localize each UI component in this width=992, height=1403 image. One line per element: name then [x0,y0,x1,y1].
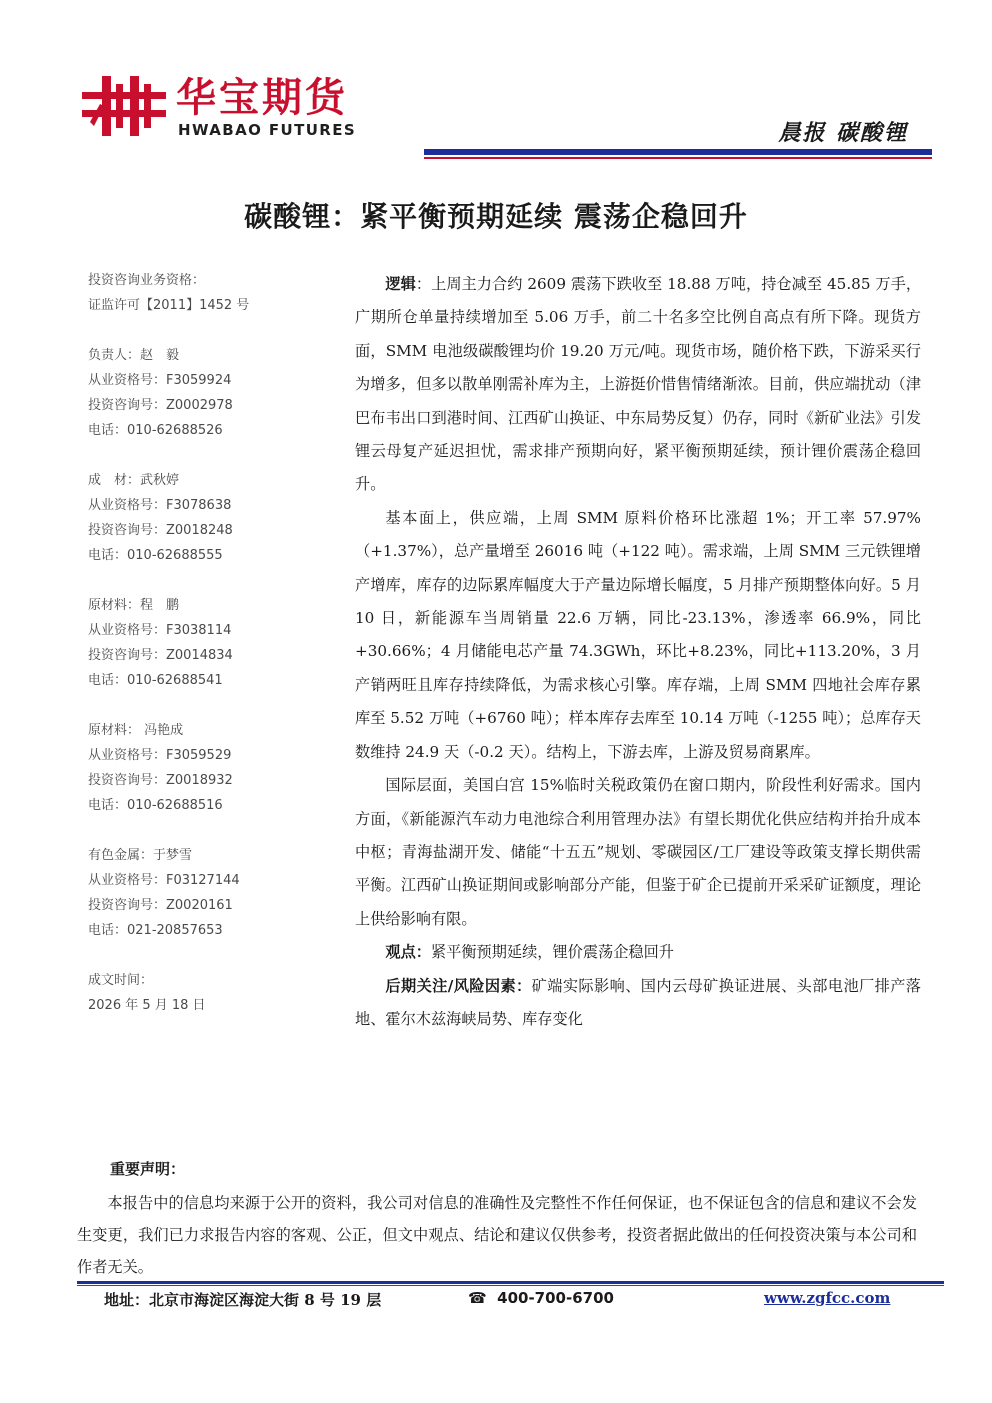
phone-icon: ☎ [468,1289,487,1307]
footer-website-link[interactable]: www.zgfcc.com [764,1289,891,1307]
analyst-card [88,468,318,568]
analyst-advisory-no: 投资咨询号：Z0018248 [88,523,233,538]
footer-phone [468,1289,614,1307]
report-body [355,268,921,1036]
analyst-license: 从业资格号：F3059529 [88,748,232,763]
risk-paragraph [355,970,921,1037]
analyst-name: 成 材：武秋婷 [88,473,180,488]
analyst-sidebar [88,268,318,1018]
analyst-license: 从业资格号：F3078638 [88,498,232,513]
qualification-label: 投资咨询业务资格： [88,273,206,288]
page-title: 碳酸锂：紧平衡预期延续 震荡企稳回升 [244,200,748,233]
analyst-phone: 电话：021-20857653 [88,923,223,938]
logic-paragraph [355,268,921,502]
fundamentals-paragraph: 基本面上，供应端，上周 SMM 原料价格环比涨超 1%；开工率 57.97%（+1.37%），总产量增至 26016 吨（+122 吨）。需求端，上周 SMM 三元铁锂增产增库，库存的边际累库幅度大于产量边际增长幅度，5 月排产预期整体向好。5 月 10 日，新能源车当周销量 22.6 万辆，同比-23.13%，渗透率 66.9%，同比+30.66%；4 月储能电芯产量 74.3GWh，环比+8.23%，同比+113.20%，3 月产销两旺且库存持续降低，为需求核心引擎。库存端，上周 SMM 四地社会库存累库至 5.52 万吨（+6760 吨）；样本库存去库至 10.14 万吨（-1255 吨）；总库存天数维持 24.9 天（-0.2 天）。结构上，下游去库，上游及贸易商累库。 [355,508,921,761]
logic-label: 逻辑 [385,275,416,293]
logic-text: ：上周主力合约 2609 震荡下跌收至 18.88 万吨，持仓减至 45.85 万手，广期所仓单量持续增加至 5.06 万手，前二十名多空比例自高点有所下降。现货方面，SMM 电池级碳酸锂均价 19.20 万元/吨。现货市场，随价格下跌，下游采买行为增多，但多以散单刚需补库为主，上游挺价惜售情绪渐浓。目前，供应端扰动（津巴布韦出口到港时间、江西矿山换证、中东局势反复）仍存，同时《新矿业法》引发锂云母复产延迟担忧，需求排产预期向好，紧平衡预期延续，预计锂价震荡企稳回升。 [355,275,922,494]
footer-rule-blue [77,1281,944,1284]
risk-text: 矿端实际影响、国内云母矿换证进展、头部电池厂排产落地、霍尔木兹海峡局势、库存变化 [355,976,921,1028]
analyst-card [88,343,318,443]
analyst-phone: 电话：010-62688526 [88,423,223,438]
analyst-phone: 电话：010-62688541 [88,673,223,688]
analyst-card [88,843,318,943]
policy-paragraph: 国际层面，美国白宫 15%临时关税政策仍在窗口期内，阶段性利好需求。国内方面，《新能源汽车动力电池综合利用管理办法》有望长期优化供应结构并抬升成本中枢；青海盐湖开发、储能“十五五”规划、零碳园区/工厂建设等政策支撑长期供需平衡。江西矿山换证期间或影响部分产能，但鉴于矿企已提前开采采矿证额度，理论上供给影响有限。 [355,776,921,928]
hwabao-logo-icon [80,74,168,138]
analyst-name: 有色金属：于梦雪 [88,848,193,863]
analyst-advisory-no: 投资咨询号：Z0002978 [88,398,233,413]
analyst-name: 原材料： 冯艳成 [88,723,184,738]
header-rule-blue [424,149,932,155]
header-rule-red [424,157,932,159]
analyst-advisory-no: 投资咨询号：Z0014834 [88,648,233,663]
analyst-card [88,718,318,818]
analyst-card [88,593,318,693]
footer-rule-red [77,1285,944,1286]
analyst-advisory-no: 投资咨询号：Z0018932 [88,773,233,788]
report-date: 2026 年 5 月 18 日 [88,998,206,1013]
risk-label: 后期关注/风险因素： [385,976,532,995]
view-paragraph [355,936,921,969]
disclaimer-text: 本报告中的信息均来源于公开的资料，我公司对信息的准确性及完整性不作任何保证，也不保证包含的信息和建议不会发生变更，我们已力求报告内容的客观、公正，但文中观点、结论和建议仅供参考，投资者据此做出的任何投资决策与本公司和作者无关。 [77,1194,917,1276]
date-label: 成文时间： [88,973,154,988]
footer-phone-number: 400-700-6700 [497,1289,614,1307]
report-category-tag: 晨报 碳酸锂 [778,120,908,146]
analyst-name: 负责人：赵 毅 [88,348,180,363]
qualification-license: 证监许可【2011】1452 号 [88,298,250,313]
analyst-license: 从业资格号：F3038114 [88,623,232,638]
view-label: 观点： [385,943,431,962]
analyst-advisory-no: 投资咨询号：Z0020161 [88,898,233,913]
analyst-phone: 电话：010-62688555 [88,548,223,563]
view-text: 紧平衡预期延续，锂价震荡企稳回升 [430,943,674,962]
disclaimer-title: 重要声明： [110,1160,186,1178]
analyst-name: 原材料：程 鹏 [88,598,180,613]
logo-english-name: HWABAO FUTURES [178,121,357,139]
logo-chinese-name: 华宝期货 [176,75,348,121]
analyst-license: 从业资格号：F03127144 [88,873,240,888]
analyst-license: 从业资格号：F3059924 [88,373,232,388]
footer-address: 地址：北京市海淀区海淀大街 8 号 19 层 [104,1291,382,1309]
analyst-phone: 电话：010-62688516 [88,798,223,813]
